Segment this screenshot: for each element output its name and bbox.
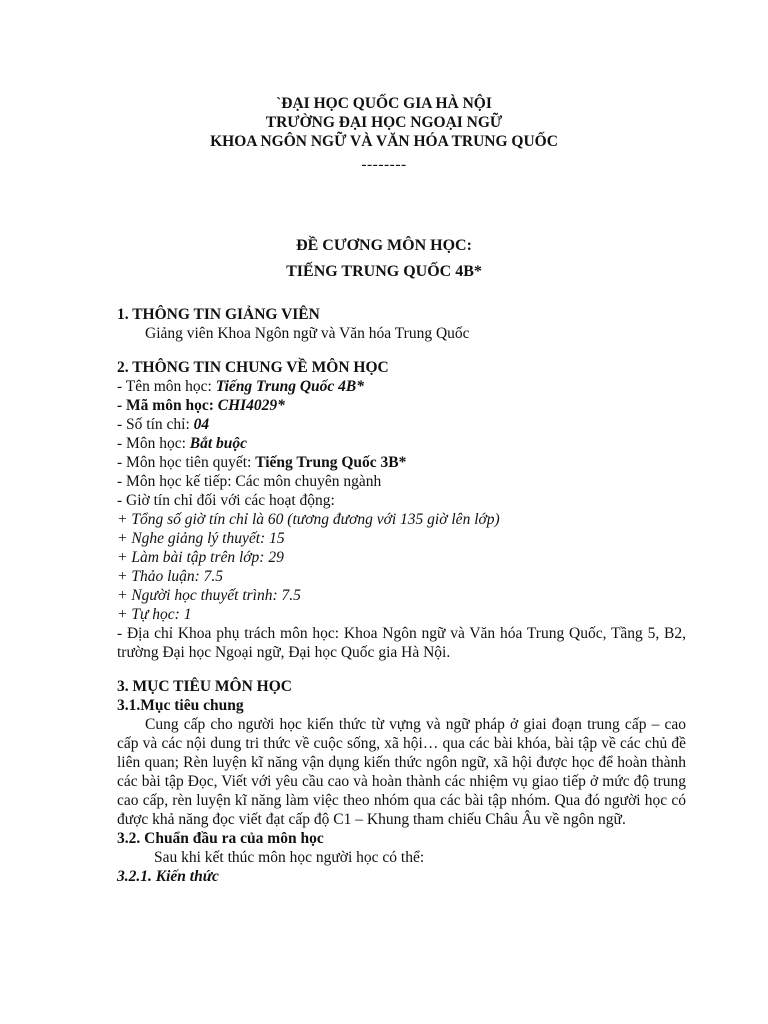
section-3-2-1-heading: 3.2.1. Kiến thức	[117, 868, 219, 885]
hours-item: + Người học thuyết trình: 7.5	[117, 587, 301, 604]
document-header	[0, 94, 768, 174]
university-name: `ĐẠI HỌC QUỐC GIA HÀ NỘI	[276, 95, 492, 112]
document-body	[117, 305, 686, 886]
next-course-row: - Môn học kế tiếp: Các môn chuyên ngành	[117, 473, 382, 490]
learning-outcomes-intro: Sau khi kết thúc môn học người học có thể:	[154, 849, 425, 866]
hours-item: + Tự học: 1	[117, 606, 192, 623]
hours-intro: - Giờ tín chỉ đối với các hoạt động:	[117, 492, 335, 509]
prerequisite-value: Tiếng Trung Quốc 3B*	[255, 454, 407, 471]
course-name-value: Tiếng Trung Quốc 4B*	[215, 378, 365, 395]
course-type-row: - Môn học: Bắt buộc	[117, 435, 248, 452]
hours-item: + Nghe giảng lý thuyết: 15	[117, 530, 285, 547]
header-separator: --------	[361, 156, 407, 173]
course-name-row: - Tên môn học: Tiếng Trung Quốc 4B*	[117, 378, 365, 395]
credits-value: 04	[193, 416, 210, 433]
section-1-heading: 1. THÔNG TIN GIẢNG VIÊN	[117, 306, 320, 323]
title-line-2: TIẾNG TRUNG QUỐC 4B*	[286, 263, 482, 280]
section-3-1-heading: 3.1.Mục tiêu chung	[117, 697, 244, 714]
prerequisite-row: - Môn học tiên quyết: Tiếng Trung Quốc 3B*	[117, 454, 407, 471]
document-title	[0, 233, 768, 285]
credits-row: - Số tín chỉ: 04	[117, 416, 210, 433]
course-code-row: - Mã môn học: CHI4029*	[117, 397, 285, 414]
section-3-heading: 3. MỤC TIÊU MÔN HỌC	[117, 678, 292, 695]
section-2-heading: 2. THÔNG TIN CHUNG VỀ MÔN HỌC	[117, 359, 389, 376]
faculty-name: KHOA NGÔN NGỮ VÀ VĂN HÓA TRUNG QUỐC	[210, 133, 558, 150]
general-objectives-text: Cung cấp cho người học kiến thức từ vựng và ngữ pháp ở giai đoạn trung cấp – cao cấp và các nội dung tri thức về cuộc sống, xã hội… qua các bài khóa, bài tập về các chủ đề liên quan; Rèn luyện kĩ năng vận dụng kiến thức ngôn ngữ, xã hội được học để hoàn thành các bài tập Đọc, Viết với yêu cầu cao và hoàn thành các nhiệm vụ giao tiếp ở mức độ trung cao cấp, rèn luyện kĩ năng làm việc theo nhóm qua các bài tập nhóm. Qua đó người học có được khả năng đọc viết đạt cấp độ C1 – Khung tham chiếu Châu Âu về ngôn ngữ.	[117, 716, 686, 828]
lecturer-info: Giảng viên Khoa Ngôn ngữ và Văn hóa Trung Quốc	[145, 325, 470, 342]
section-3-2-heading: 3.2. Chuẩn đầu ra của môn học	[117, 830, 324, 847]
title-line-1: ĐỀ CƯƠNG MÔN HỌC:	[296, 237, 472, 254]
course-code-value: CHI4029*	[217, 397, 285, 414]
course-type-value: Bắt buộc	[189, 435, 248, 452]
faculty-address: - Địa chỉ Khoa phụ trách môn học: Khoa Ngôn ngữ và Văn hóa Trung Quốc, Tầng 5, B2, trường Đại học Ngoại ngữ, Đại học Quốc gia Hà Nội.	[117, 625, 686, 661]
school-name: TRƯỜNG ĐẠI HỌC NGOẠI NGỮ	[265, 114, 503, 131]
hours-item: + Làm bài tập trên lớp: 29	[117, 549, 284, 566]
hours-item: + Thảo luận: 7.5	[117, 568, 224, 585]
hours-item: + Tổng số giờ tín chỉ là 60 (tương đương với 135 giờ lên lớp)	[117, 511, 500, 528]
